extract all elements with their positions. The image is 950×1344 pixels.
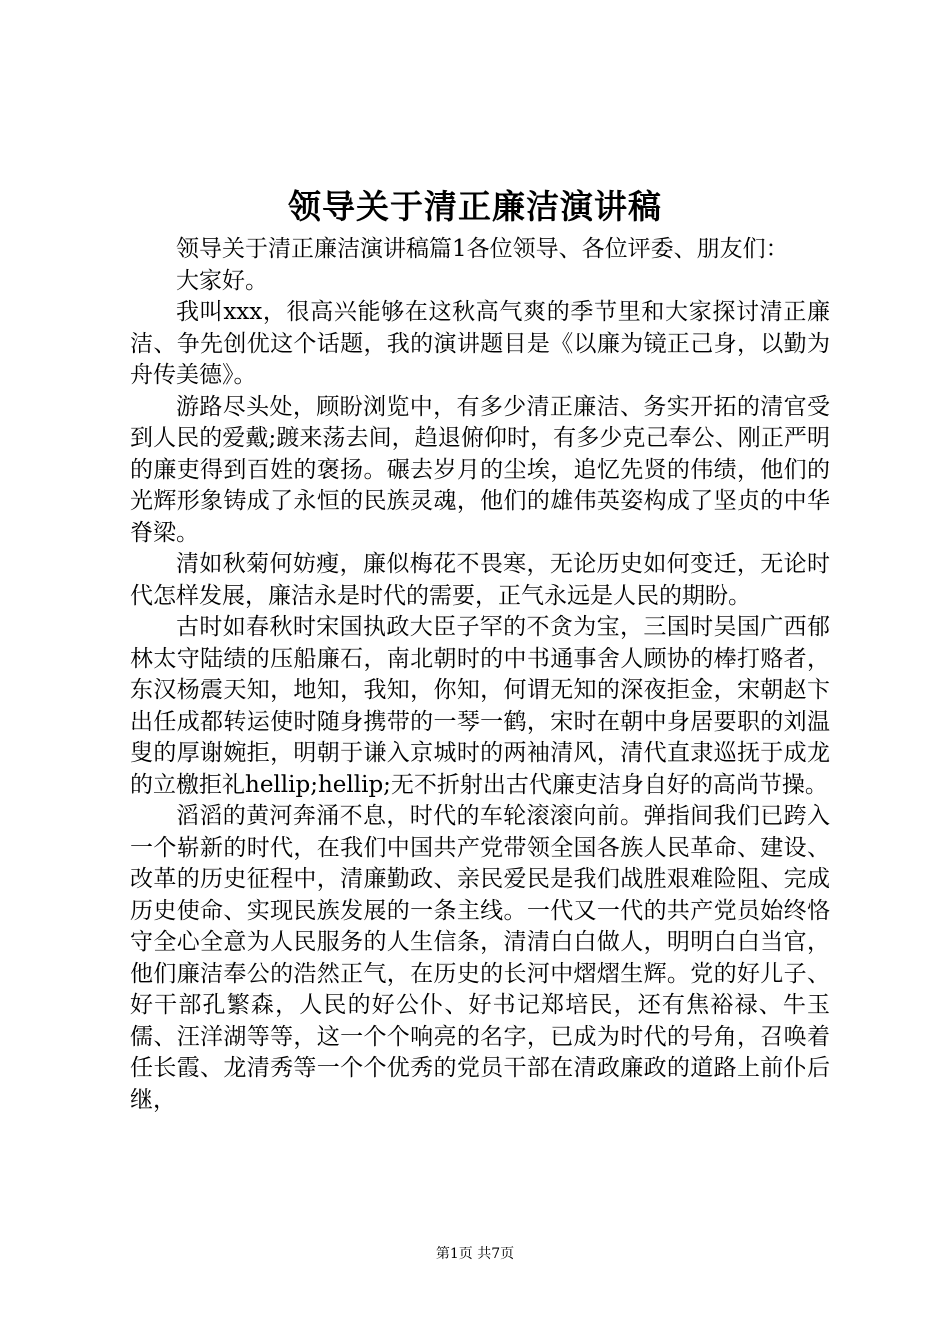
paragraph: 领导关于清正廉洁演讲稿篇1各位领导、各位评委、朋友们： <box>176 236 789 262</box>
page-number-footer: 第1页 共7页 <box>435 1246 515 1262</box>
paragraph: 我叫xxx，很高兴能够在这秋高气爽的季节里和大家探讨清正廉洁、争先创优这个话题，我的演讲题目是《以廉为镜正己身，以勤为舟传美德》。 <box>130 299 830 388</box>
paragraph: 大家好。 <box>176 267 268 294</box>
paragraph: 游路尽头处，顾盼浏览中，有多少清正廉洁、务实开拓的清官受到人民的爱戴;踱来荡去间，趋退俯仰时，有多少克己奉公、刚正严明的廉吏得到百姓的褒扬。碾去岁月的尘埃，追忆先贤的伟绩，他们的光辉形象铸成了永恒的民族灵魂，他们的雄伟英姿构成了坚贞的中华脊梁。 <box>130 393 830 546</box>
paragraph: 滔滔的黄河奔涌不息，时代的车轮滚滚向前。弹指间我们已跨入一个崭新的时代，在我们中国共产党带领全国各族人民革命、建设、改革的历史征程中，清廉勤政、亲民爱民是我们战胜艰难险阻、完成历史使命、实现民族发展的一条主线。一代又一代的共产党员始终恪守全心全意为人民服务的人生信条，清清白白做人，明明白白当官，他们廉洁奉公的浩然正气，在历史的长河中熠熠生辉。党的好儿子、好干部孔繁森，人民的好公仆、好书记郑培民，还有焦裕禄、牛玉儒、汪洋湖等等，这一个个响亮的名字，已成为时代的号角，召唤着任长霞、龙清秀等一个个优秀的党员干部在清政廉政的道路上前仆后继， <box>130 803 830 1113</box>
document-title: 领导关于清正廉洁演讲稿 <box>288 187 662 226</box>
paragraph: 清如秋菊何妨瘦，廉似梅花不畏寒，无论历史如何变迁，无论时代怎样发展，廉洁永是时代的需要，正气永远是人民的期盼。 <box>130 551 830 609</box>
document-body <box>130 234 830 1116</box>
paragraph: 古时如春秋时宋国执政大臣子罕的不贪为宝，三国时吴国广西郁林太守陆绩的压船廉石，南北朝时的中书通事舍人顾协的棒打赂者，东汉杨震天知，地知，我知，你知，何谓无知的深夜拒金，宋朝赵卞出任成都转运使时随身携带的一琴一鹤，宋时在朝中身居要职的刘温叟的厚谢婉拒，明朝于谦入京城时的两袖清风，清代直隶巡抚于成龙的立檄拒礼hellip;hellip;无不折射出古代廉吏洁身自好的高尚节操。 <box>130 614 830 798</box>
